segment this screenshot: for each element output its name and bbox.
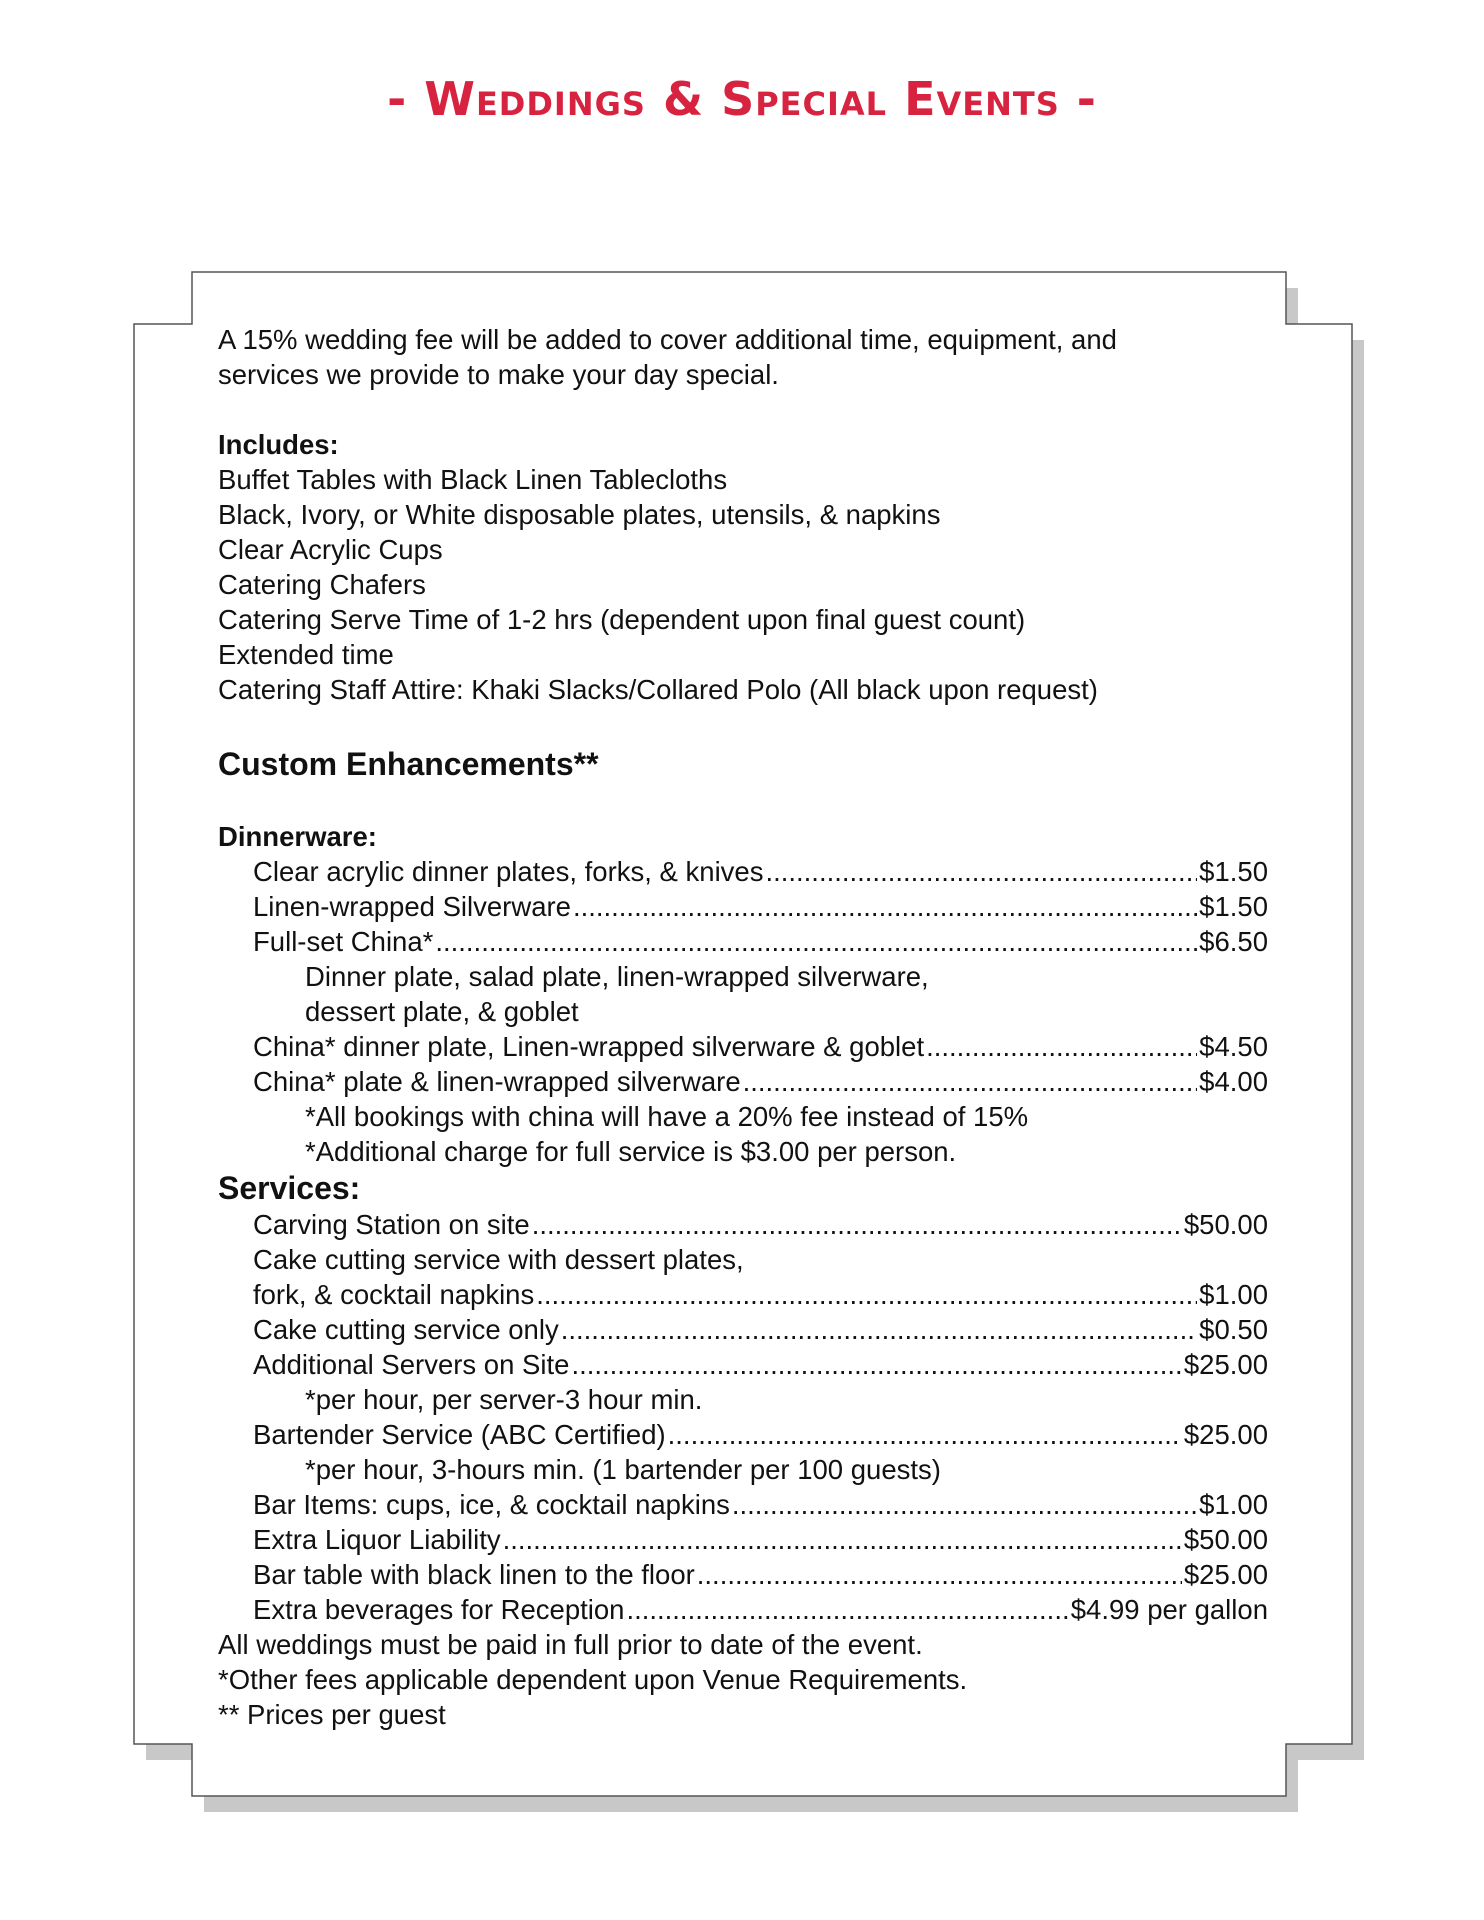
item-label: Cake cutting service with dessert plates,: [253, 1244, 744, 1275]
service-note: *per hour, per server-3 hour min.: [305, 1384, 703, 1415]
price-row: [218, 1592, 1268, 1627]
includes-item: Extended time: [218, 639, 394, 670]
china-note: *All bookings with china will have a 20% fee instead of 15%: [305, 1101, 1029, 1132]
price-row: [218, 854, 1268, 889]
item-price: $4.00: [1199, 1066, 1268, 1097]
price-row: [218, 924, 1268, 959]
dinnerware-heading: Dinnerware:: [218, 821, 377, 852]
china-note: *Additional charge for full service is $3.00 per person.: [305, 1136, 957, 1167]
item-label: China* plate & linen-wrapped silverware: [253, 1066, 741, 1097]
price-row: [218, 1522, 1268, 1557]
service-note: *per hour, 3-hours min. (1 bartender per 100 guests): [305, 1454, 941, 1485]
intro-line: services we provide to make your day special.: [218, 359, 779, 390]
item-label: Bartender Service (ABC Certified): [253, 1419, 666, 1450]
item-label: Bar table with black linen to the floor: [253, 1559, 695, 1590]
item-label: Clear acrylic dinner plates, forks, & knives: [253, 856, 764, 887]
item-price: $50.00: [1183, 1209, 1268, 1240]
enhancements-heading: Custom Enhancements**: [218, 746, 599, 782]
china-detail: dessert plate, & goblet: [305, 996, 579, 1027]
includes-item: Buffet Tables with Black Linen Tablecloths: [218, 464, 728, 495]
price-row: [218, 889, 1268, 924]
item-price: $25.00: [1183, 1349, 1268, 1380]
price-row: [218, 1064, 1268, 1099]
footer-note: *Other fees applicable dependent upon Venue Requirements.: [218, 1664, 968, 1695]
content: [218, 322, 1268, 1732]
includes-item: Catering Staff Attire: Khaki Slacks/Collared Polo (All black upon request): [218, 674, 1098, 705]
item-label: Bar Items: cups, ice, & cocktail napkins: [253, 1489, 730, 1520]
includes-item: Clear Acrylic Cups: [218, 534, 443, 565]
item-price: $4.50: [1199, 1031, 1268, 1062]
price-row: [218, 1417, 1268, 1452]
item-price: $50.00: [1183, 1524, 1268, 1555]
item-label: China* dinner plate, Linen-wrapped silverware & goblet: [253, 1031, 925, 1062]
item-price: $1.00: [1199, 1279, 1268, 1310]
item-label: Extra Liquor Liability: [253, 1524, 501, 1555]
footer-note: All weddings must be paid in full prior to date of the event.: [218, 1629, 923, 1660]
price-row: [218, 1347, 1268, 1382]
item-price: $25.00: [1183, 1419, 1268, 1450]
item-price: $1.50: [1199, 891, 1268, 922]
includes-heading: Includes:: [218, 429, 339, 460]
item-label: fork, & cocktail napkins: [253, 1279, 535, 1310]
price-row: [218, 1487, 1268, 1522]
item-price: $1.50: [1199, 856, 1268, 887]
includes-item: Catering Serve Time of 1-2 hrs (dependent upon final guest count): [218, 604, 1026, 635]
price-row: [218, 1557, 1268, 1592]
item-label: Carving Station on site: [253, 1209, 530, 1240]
item-price: $25.00: [1183, 1559, 1268, 1590]
item-price: $0.50: [1199, 1314, 1268, 1345]
includes-item: Catering Chafers: [218, 569, 426, 600]
china-detail: Dinner plate, salad plate, linen-wrapped silverware,: [305, 961, 929, 992]
services-heading: Services:: [218, 1170, 361, 1206]
intro-line: A 15% wedding fee will be added to cover additional time, equipment, and: [218, 324, 1117, 355]
item-label: Full-set China*: [253, 926, 434, 957]
includes-item: Black, Ivory, or White disposable plates, utensils, & napkins: [218, 499, 941, 530]
item-price: $6.50: [1199, 926, 1268, 957]
item-label: Extra beverages for Reception: [253, 1594, 625, 1625]
footer-note: ** Prices per guest: [218, 1699, 446, 1730]
page-title: - Weddings & Special Events -: [387, 72, 1097, 126]
price-row: [218, 1312, 1268, 1347]
price-row: [218, 1207, 1268, 1242]
item-label: Linen-wrapped Silverware: [253, 891, 571, 922]
item-price: $1.00: [1199, 1489, 1268, 1520]
item-price: $4.99 per gallon: [1070, 1594, 1268, 1625]
item-label: Cake cutting service only: [253, 1314, 559, 1345]
price-row: [218, 1277, 1268, 1312]
price-row: [218, 1029, 1268, 1064]
item-label: Additional Servers on Site: [253, 1349, 570, 1380]
